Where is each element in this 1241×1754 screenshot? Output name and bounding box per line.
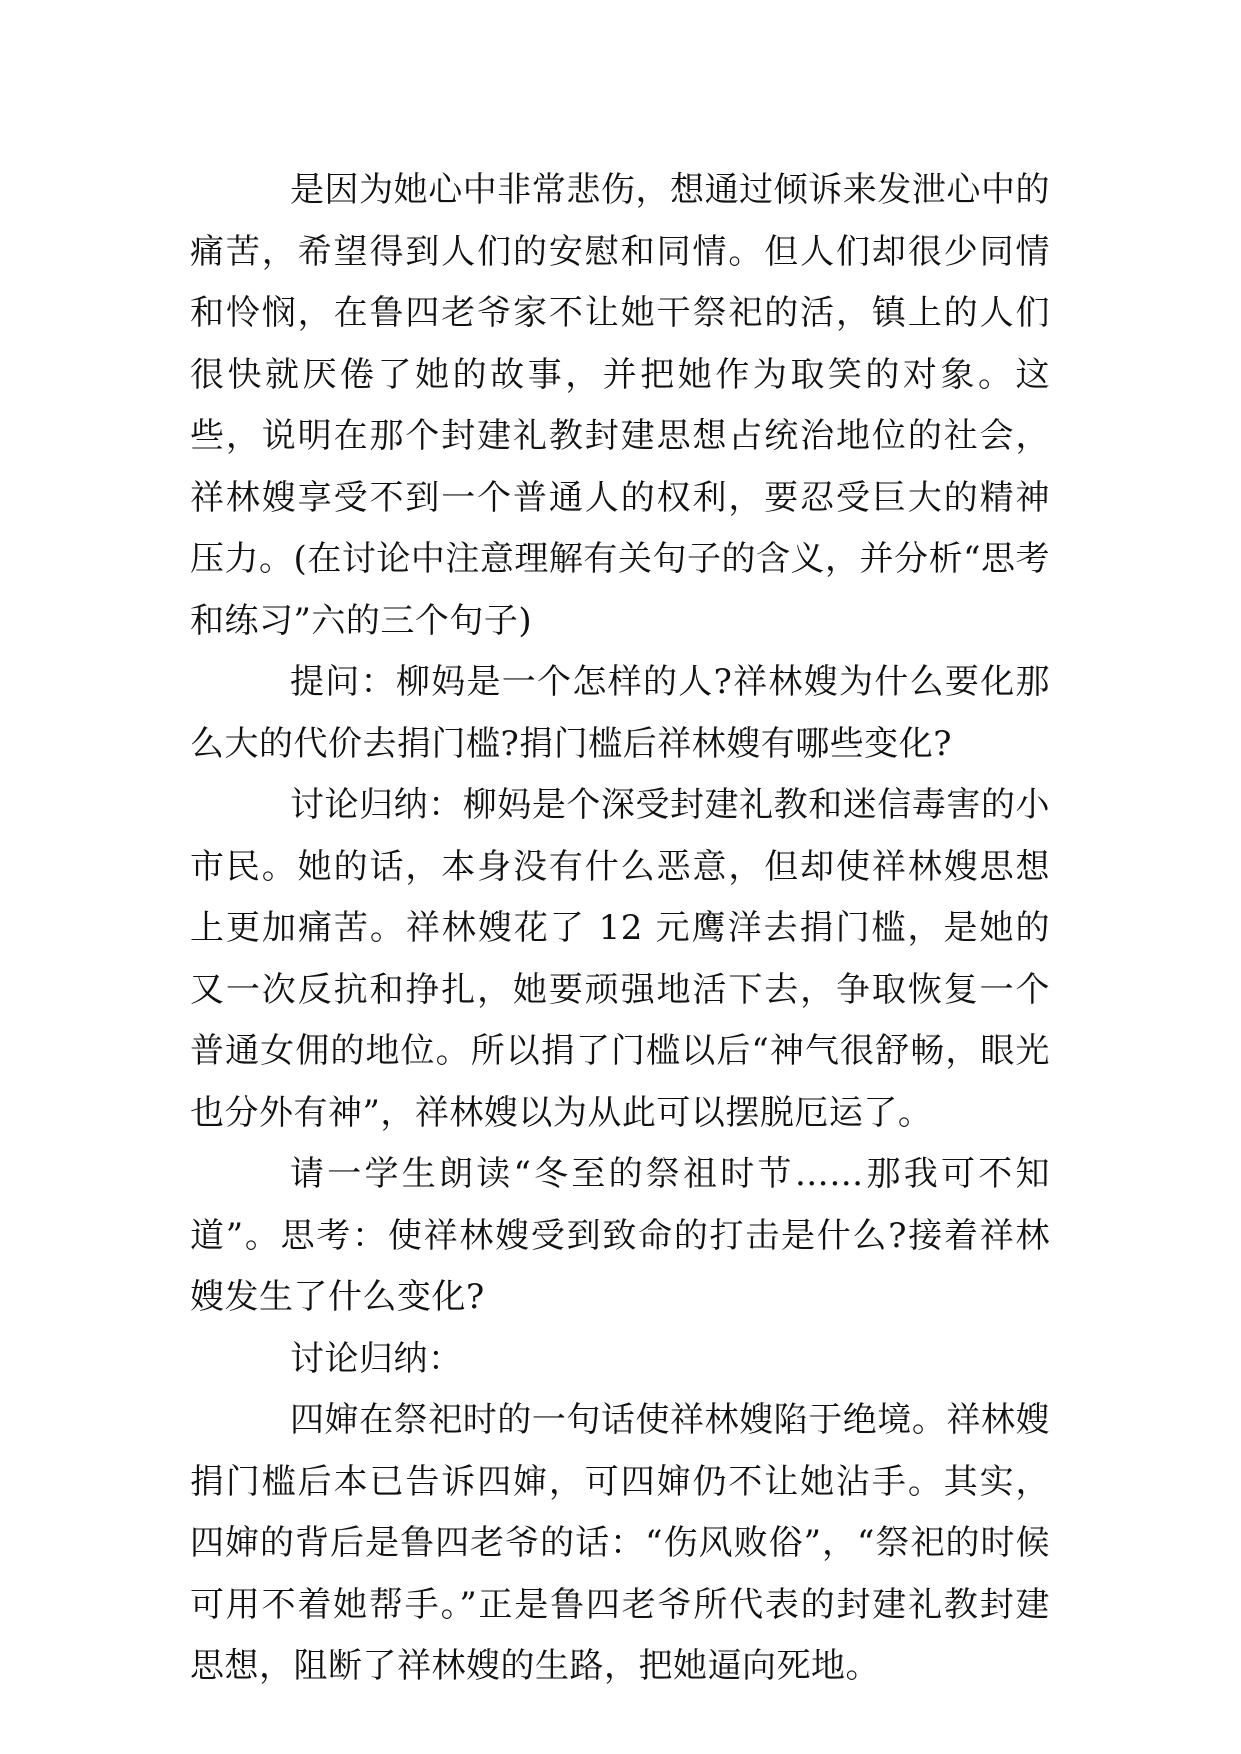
paragraph-3: 讨论归纳：柳妈是个深受封建礼教和迷信毒害的小市民。她的话，本身没有什么恶意，但却使祥林嫂思想上更加痛苦。祥林嫂花了 12 元鹰洋去捐门槛，是她的又一次反抗和挣扎，她要顽强地活下去，争取恢复一个普通女佣的地位。所以捐了门槛以后“神气很舒畅，眼光也分外有神”，祥林嫂以为从此可以摆脱厄运了。 — [190, 785, 1050, 1133]
paragraph-4: 请一学生朗读“冬至的祭祖时节……那我可不知道”。思考：使祥林嫂受到致命的打击是什么?接着祥林嫂发生了什么变化? — [190, 1154, 1050, 1317]
paragraph-1: 是因为她心中非常悲伤，想通过倾诉来发泄心中的痛苦，希望得到人们的安慰和同情。但人们却很少同情和怜悯，在鲁四老爷家不让她干祭祀的活，镇上的人们很快就厌倦了她的故事，并把她作为取笑的对象。这些，说明在那个封建礼教封建思想占统治地位的社会，祥林嫂享受不到一个普通人的权利，要忍受巨大的精神压力。(在讨论中注意理解有关句子的含义，并分析“思考和练习”六的三个句子) — [190, 170, 1050, 641]
document-body — [190, 160, 1050, 1698]
paragraph-6: 四婶在祭祀时的一句话使祥林嫂陷于绝境。祥林嫂捐门槛后本已告诉四婶，可四婶仍不让她沾手。其实，四婶的背后是鲁四老爷的话：“伤风败俗”，“祭祀的时候可用不着她帮手。”正是鲁四老爷所代表的封建礼教封建思想，阻断了祥林嫂的生路，把她逼向死地。 — [190, 1400, 1050, 1686]
paragraph-5: 讨论归纳： — [290, 1338, 463, 1379]
paragraph-2: 提问：柳妈是一个怎样的人?祥林嫂为什么要化那么大的代价去捐门槛?捐门槛后祥林嫂有哪些变化? — [190, 662, 1050, 764]
